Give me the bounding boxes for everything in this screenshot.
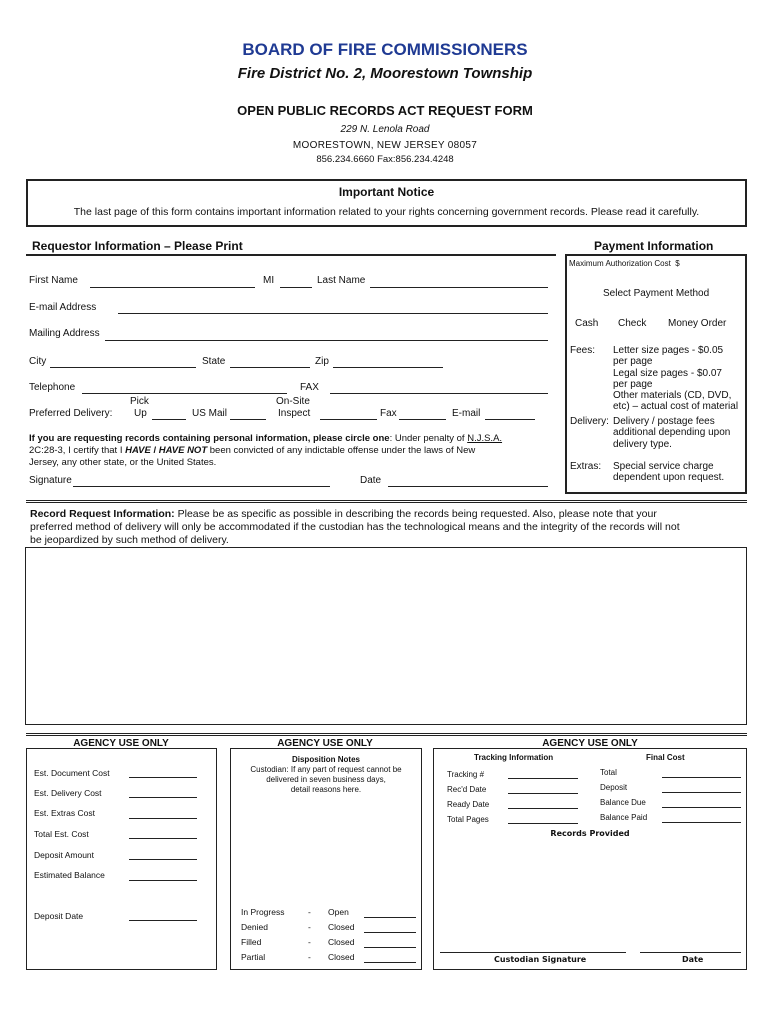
notice-text: The last page of this form contains important information related to your rights concerning government records. Please read it carefully. — [73, 206, 700, 218]
telephone-field[interactable] — [82, 393, 287, 394]
board-title: BOARD OF FIRE COMMISSIONERS — [242, 40, 528, 59]
extras-label: Extras: — [570, 461, 602, 472]
have-not-option[interactable]: HAVE NOT — [158, 445, 208, 456]
status-dash: - — [308, 952, 311, 962]
us-mail-field[interactable] — [230, 419, 266, 420]
total-est-cost-field[interactable] — [129, 838, 197, 839]
date-label: Date — [360, 475, 382, 486]
mailing-field[interactable] — [105, 340, 548, 341]
us-mail-label: US Mail — [192, 408, 228, 419]
status-open-field[interactable] — [364, 917, 416, 918]
last-name-field[interactable] — [370, 287, 548, 288]
status-closed[interactable]: Closed — [328, 922, 355, 932]
total-est-cost-label: Total Est. Cost — [34, 829, 89, 839]
payment-heading: Payment Information — [594, 239, 714, 253]
balance-due-label: Balance Due — [600, 798, 646, 807]
up-label: Up — [134, 408, 147, 419]
cash-option[interactable]: Cash — [575, 318, 599, 329]
state-label: State — [202, 356, 226, 367]
status-closed-field[interactable] — [364, 962, 416, 963]
status-partial[interactable]: Partial — [241, 952, 266, 962]
email-option-field[interactable] — [485, 419, 535, 420]
certification-line-1: If you are requesting records containing personal information, please circle one: Under penalty of N.J.S.A. — [29, 433, 503, 444]
section-divider — [26, 500, 747, 503]
first-name-field[interactable] — [90, 287, 255, 288]
record-request-line-1: Record Request Information: Please be as specific as possible in describing the records being requested. Also, please note that your — [30, 508, 657, 520]
telephone-label: Telephone — [29, 382, 76, 393]
address-line-1: 229 N. Lenola Road — [340, 124, 430, 135]
recd-date-label: Rec'd Date — [447, 785, 487, 794]
status-denied[interactable]: Denied — [241, 922, 268, 932]
status-open[interactable]: Open — [328, 907, 349, 917]
status-closed-field[interactable] — [364, 932, 416, 933]
mailing-label: Mailing Address — [29, 328, 100, 339]
zip-field[interactable] — [333, 367, 443, 368]
est-document-cost-label: Est. Document Cost — [34, 768, 110, 778]
email-field[interactable] — [118, 313, 548, 314]
record-request-textarea[interactable] — [25, 547, 747, 725]
total-pages-field[interactable] — [508, 823, 578, 824]
date-field[interactable] — [388, 486, 548, 487]
balance-paid-label: Balance Paid — [600, 813, 648, 822]
disposition-notes-area[interactable] — [233, 797, 419, 897]
address-line-2: MOORESTOWN, NEW JERSEY 08057 — [292, 140, 478, 151]
agency-left-heading: AGENCY USE ONLY — [73, 738, 169, 749]
mi-label: MI — [263, 275, 275, 286]
total-label: Total — [600, 768, 617, 777]
est-extras-cost-label: Est. Extras Cost — [34, 808, 95, 818]
record-request-line-2: preferred method of delivery will only be accommodated if the custodian has the technological means and the integrity of the records will not — [30, 521, 680, 533]
total-pages-label: Total Pages — [447, 815, 489, 824]
deposit-date-label: Deposit Date — [34, 911, 84, 921]
custodian-signature-label: Custodian Signature — [494, 955, 587, 964]
total-field[interactable] — [662, 777, 741, 778]
deposit-field[interactable] — [662, 792, 741, 793]
check-option[interactable]: Check — [618, 318, 647, 329]
final-cost-title: Final Cost — [646, 753, 685, 762]
status-closed-field[interactable] — [364, 947, 416, 948]
fees-text: Letter size pages - $0.05 per page Legal size pages - $0.07 per page Other materials (CD, DVD, etc) – actual cost of material — [613, 345, 739, 413]
fax-option-label: Fax — [380, 408, 397, 419]
max-auth-label: Maximum Authorization Cost $ — [569, 259, 680, 268]
notice-title: Important Notice — [338, 185, 435, 199]
mi-field[interactable] — [280, 287, 312, 288]
state-field[interactable] — [230, 367, 310, 368]
email-option-label: E-mail — [452, 408, 481, 419]
estimated-balance-field[interactable] — [129, 880, 197, 881]
inspect-label: Inspect — [278, 408, 311, 419]
fax-option-field[interactable] — [399, 419, 446, 420]
status-dash: - — [308, 937, 311, 947]
inspect-field[interactable] — [320, 419, 377, 420]
pick-label: Pick — [130, 396, 149, 407]
agency-divider — [26, 733, 747, 736]
phone-fax: 856.234.6660 Fax:856.234.4248 — [316, 154, 454, 165]
form-title: OPEN PUBLIC RECORDS ACT REQUEST FORM — [237, 103, 533, 118]
certification-line-3: Jersey, any other state, or the United States. — [29, 457, 217, 468]
deposit-label: Deposit — [600, 783, 628, 792]
delivery-text: Delivery / postage fees additional depending upon delivery type. — [613, 416, 731, 450]
estimated-balance-label: Estimated Balance — [34, 870, 105, 880]
records-provided-area[interactable] — [436, 840, 744, 948]
email-label: E-mail Address — [29, 302, 97, 313]
records-provided-label: Records Provided — [550, 829, 630, 838]
custodian-date-label: Date — [682, 955, 704, 964]
status-filled[interactable]: Filled — [241, 937, 262, 947]
fax-label: FAX — [300, 382, 319, 393]
tracking-number-label: Tracking # — [447, 770, 485, 779]
requestor-heading: Requestor Information – Please Print — [32, 239, 243, 253]
onsite-label: On-Site — [276, 396, 310, 407]
zip-label: Zip — [315, 356, 329, 367]
city-label: City — [29, 356, 47, 367]
extras-text: Special service charge dependent upon request. — [613, 461, 725, 484]
est-delivery-cost-field[interactable] — [129, 797, 197, 798]
est-delivery-cost-label: Est. Delivery Cost — [34, 788, 102, 798]
deposit-amount-label: Deposit Amount — [34, 850, 95, 860]
first-name-label: First Name — [29, 275, 78, 286]
district-title: Fire District No. 2, Moorestown Township — [237, 65, 533, 82]
signature-field[interactable] — [73, 486, 330, 487]
tracking-number-field[interactable] — [508, 778, 578, 779]
last-name-label: Last Name — [317, 275, 366, 286]
agency-mid-heading: AGENCY USE ONLY — [277, 738, 373, 749]
select-method-label: Select Payment Method — [603, 288, 710, 299]
balance-paid-field[interactable] — [662, 822, 741, 823]
requestor-rule — [26, 254, 556, 256]
tracking-title: Tracking Information — [474, 753, 554, 762]
record-request-line-3: be jeopardized by such method of delivery. — [30, 534, 229, 546]
status-closed[interactable]: Closed — [328, 937, 355, 947]
recd-date-field[interactable] — [508, 793, 578, 794]
fees-label: Fees: — [570, 345, 596, 356]
preferred-delivery-label: Preferred Delivery: — [29, 408, 113, 419]
deposit-amount-field[interactable] — [129, 859, 197, 860]
delivery-label: Delivery: — [570, 416, 609, 427]
status-dash: - — [308, 907, 311, 917]
disposition-title: Disposition Notes — [291, 755, 360, 764]
fax-field[interactable] — [330, 393, 548, 394]
custodian-signature-field[interactable] — [440, 952, 626, 953]
signature-label: Signature — [29, 475, 72, 486]
have-option[interactable]: HAVE — [125, 445, 151, 456]
status-closed[interactable]: Closed — [328, 952, 355, 962]
certification-line-2: 2C:28-3, I certify that I HAVE / HAVE NOT been convicted of any indictable offense under the laws of New — [29, 445, 476, 456]
ready-date-label: Ready Date — [447, 800, 490, 809]
balance-due-field[interactable] — [662, 807, 741, 808]
pickup-field[interactable] — [152, 419, 186, 420]
money-order-option[interactable]: Money Order — [668, 318, 727, 329]
agency-right-heading: AGENCY USE ONLY — [542, 738, 638, 749]
city-field[interactable] — [50, 367, 196, 368]
deposit-date-field[interactable] — [129, 920, 197, 921]
disposition-text: Custodian: If any part of request cannot be delivered in seven business days, detail reasons here. — [250, 765, 402, 794]
est-document-cost-field[interactable] — [129, 777, 197, 778]
status-in-progress[interactable]: In Progress — [241, 907, 285, 917]
est-extras-cost-field[interactable] — [129, 818, 197, 819]
status-dash: - — [308, 922, 311, 932]
ready-date-field[interactable] — [508, 808, 578, 809]
custodian-date-field[interactable] — [640, 952, 741, 953]
